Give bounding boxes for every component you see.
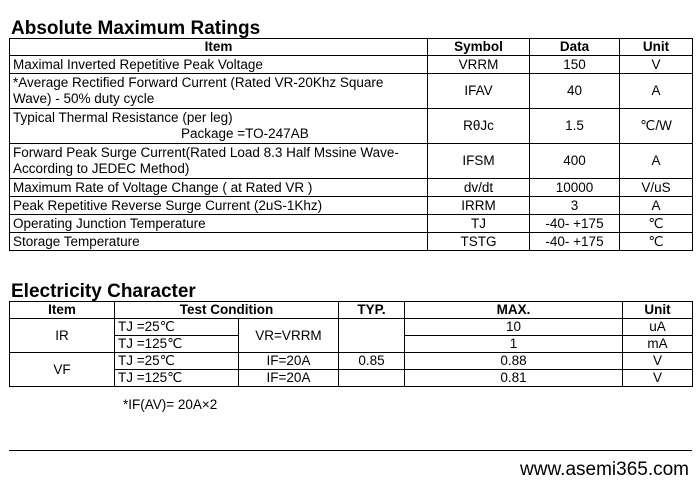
col-header-unit: Unit	[620, 39, 693, 56]
item-cell: *Average Rectified Forward Current (Rated VR-20Khz Square Wave) - 50% duty cycle	[10, 74, 428, 109]
divider	[9, 450, 692, 451]
unit-cell: ℃	[620, 215, 693, 233]
absolute-maximum-ratings-table	[9, 38, 693, 251]
col-header-unit: Unit	[623, 302, 693, 319]
table-row	[10, 215, 693, 233]
col-header-item: Item	[10, 39, 428, 56]
col-header-data: Data	[530, 39, 620, 56]
unit-cell: ℃	[620, 233, 693, 251]
max-cell: 0.88	[405, 353, 623, 370]
condition-cell: IF=20A	[239, 353, 339, 370]
table-row	[10, 353, 693, 370]
item-cell: IR	[10, 319, 115, 353]
table-header-row	[10, 39, 693, 56]
table-row	[10, 197, 693, 215]
website-link[interactable]: www.asemi365.com	[520, 459, 689, 480]
unit-cell: A	[620, 197, 693, 215]
max-cell: 0.81	[405, 370, 623, 387]
symbol-cell: IFSM	[428, 144, 530, 179]
unit-cell: mA	[623, 336, 693, 353]
max-cell: 1	[405, 336, 623, 353]
data-cell: 10000	[530, 179, 620, 197]
table-header-row	[10, 302, 693, 319]
table-row	[10, 56, 693, 74]
data-cell: 3	[530, 197, 620, 215]
unit-cell: A	[620, 144, 693, 179]
data-cell: 40	[530, 74, 620, 109]
data-cell: -40- +175	[530, 233, 620, 251]
electric-title: Electricity Character	[11, 281, 196, 302]
table-row	[10, 179, 693, 197]
item-cell: Peak Repetitive Reverse Surge Current (2uS-1Khz)	[10, 197, 428, 215]
max-cell: 10	[405, 319, 623, 336]
unit-cell: A	[620, 74, 693, 109]
electricity-character-table	[9, 301, 693, 387]
typ-cell	[339, 370, 405, 387]
item-cell: Maximal Inverted Repetitive Peak Voltage	[10, 56, 428, 74]
col-header-test-condition: Test Condition	[115, 302, 339, 319]
tj-cell: TJ =25℃	[115, 353, 239, 370]
item-cell: Forward Peak Surge Current(Rated Load 8.3 Half Mssine Wave-According to JEDEC Method)	[10, 144, 428, 179]
col-header-typ: TYP.	[339, 302, 405, 319]
data-cell: 400	[530, 144, 620, 179]
package-label: Package =TO-247AB	[181, 126, 309, 141]
col-header-item: Item	[10, 302, 115, 319]
typ-cell	[339, 319, 405, 353]
item-cell: Operating Junction Temperature	[10, 215, 428, 233]
unit-cell: V	[620, 56, 693, 74]
data-cell: 150	[530, 56, 620, 74]
item-cell: VF	[10, 353, 115, 387]
data-cell: -40- +175	[530, 215, 620, 233]
symbol-cell: IFAV	[428, 74, 530, 109]
symbol-cell: TSTG	[428, 233, 530, 251]
item-cell: Storage Temperature	[10, 233, 428, 251]
tj-cell: TJ =125℃	[115, 336, 239, 353]
tj-cell: TJ =125℃	[115, 370, 239, 387]
unit-cell: V	[623, 353, 693, 370]
data-cell: 1.5	[530, 109, 620, 144]
symbol-cell: RθJc	[428, 109, 530, 144]
condition-cell: IF=20A	[239, 370, 339, 387]
symbol-cell: TJ	[428, 215, 530, 233]
col-header-max: MAX.	[405, 302, 623, 319]
ratings-title: Absolute Maximum Ratings	[11, 18, 261, 39]
item-label: Typical Thermal Resistance (per leg)	[13, 110, 233, 125]
table-row	[10, 109, 693, 144]
unit-cell: V/uS	[620, 179, 693, 197]
symbol-cell: dv/dt	[428, 179, 530, 197]
item-cell: Maximum Rate of Voltage Change ( at Rated VR )	[10, 179, 428, 197]
table-row	[10, 144, 693, 179]
col-header-symbol: Symbol	[428, 39, 530, 56]
symbol-cell: IRRM	[428, 197, 530, 215]
unit-cell: uA	[623, 319, 693, 336]
unit-cell: V	[623, 370, 693, 387]
item-cell	[10, 109, 428, 144]
table-row	[10, 74, 693, 109]
table-row	[10, 233, 693, 251]
tj-cell: TJ =25℃	[115, 319, 239, 336]
table-row	[10, 319, 693, 336]
footnote: *IF(AV)= 20A×2	[123, 397, 218, 412]
typ-cell: 0.85	[339, 353, 405, 370]
unit-cell: ℃/W	[620, 109, 693, 144]
symbol-cell: VRRM	[428, 56, 530, 74]
condition-cell: VR=VRRM	[239, 319, 339, 353]
